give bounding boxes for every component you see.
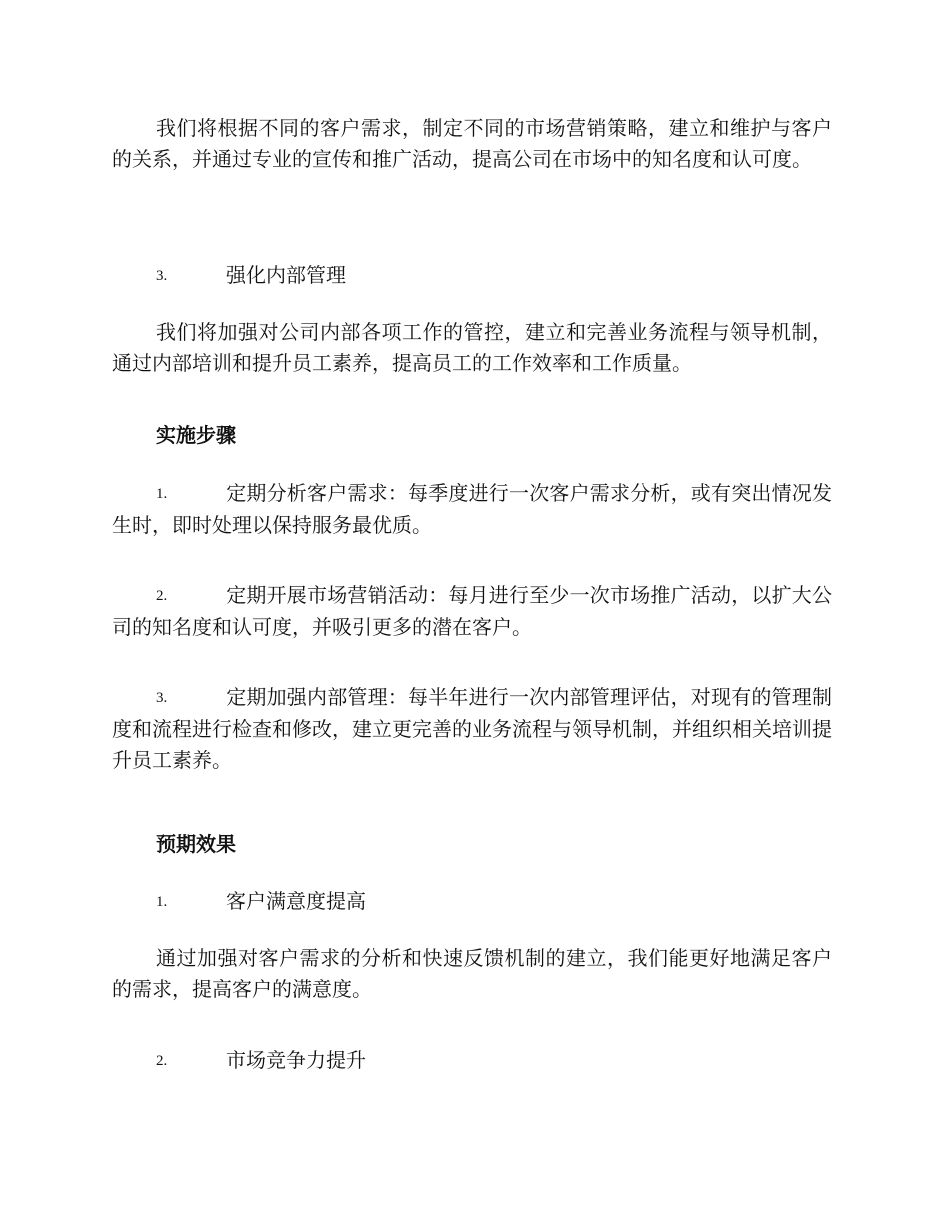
list-number: 2. [156,1053,168,1069]
list-item-step-3 [112,682,832,776]
list-number: 1. [156,486,168,502]
list-item-internal-management [156,260,832,292]
list-item-step-1 [112,478,832,541]
section-heading-effects: 预期效果 [156,832,236,856]
list-item-text: 强化内部管理 [226,263,346,287]
list-number: 3. [156,690,168,706]
list-item-competitiveness [156,1045,832,1077]
paragraph-marketing-strategy: 我们将根据不同的客户需求，制定不同的市场营销策略，建立和维护与客户的关系，并通过专业的宣传和推广活动，提高公司在市场中的知名度和认可度。 [112,116,832,171]
list-item-text: 定期加强内部管理：每半年进行一次内部管理评估，对现有的管理制度和流程进行检查和修改，建立更完善的业务流程与领导机制，并组织相关培训提升员工素养。 [112,685,832,772]
list-item-text: 定期开展市场营销活动：每月进行至少一次市场推广活动，以扩大公司的知名度和认可度，并吸引更多的潜在客户。 [112,583,832,639]
list-item-step-2 [112,580,832,643]
list-number: 3. [156,268,168,284]
list-item-text: 市场竞争力提升 [226,1048,366,1072]
list-number: 1. [156,894,168,910]
list-item-customer-satisfaction [156,886,832,918]
paragraph-internal-management: 我们将加强对公司内部各项工作的管控，建立和完善业务流程与领导机制，通过内部培训和提升员工素养，提高员工的工作效率和工作质量。 [112,320,832,375]
list-item-text: 客户满意度提高 [226,889,366,913]
section-heading-steps: 实施步骤 [156,423,236,447]
paragraph-customer-satisfaction: 通过加强对客户需求的分析和快速反馈机制的建立，我们能更好地满足客户的需求，提高客户的满意度。 [112,946,832,1001]
list-item-text: 定期分析客户需求：每季度进行一次客户需求分析，或有突出情况发生时，即时处理以保持服务最优质。 [112,481,832,537]
list-number: 2. [156,588,168,604]
